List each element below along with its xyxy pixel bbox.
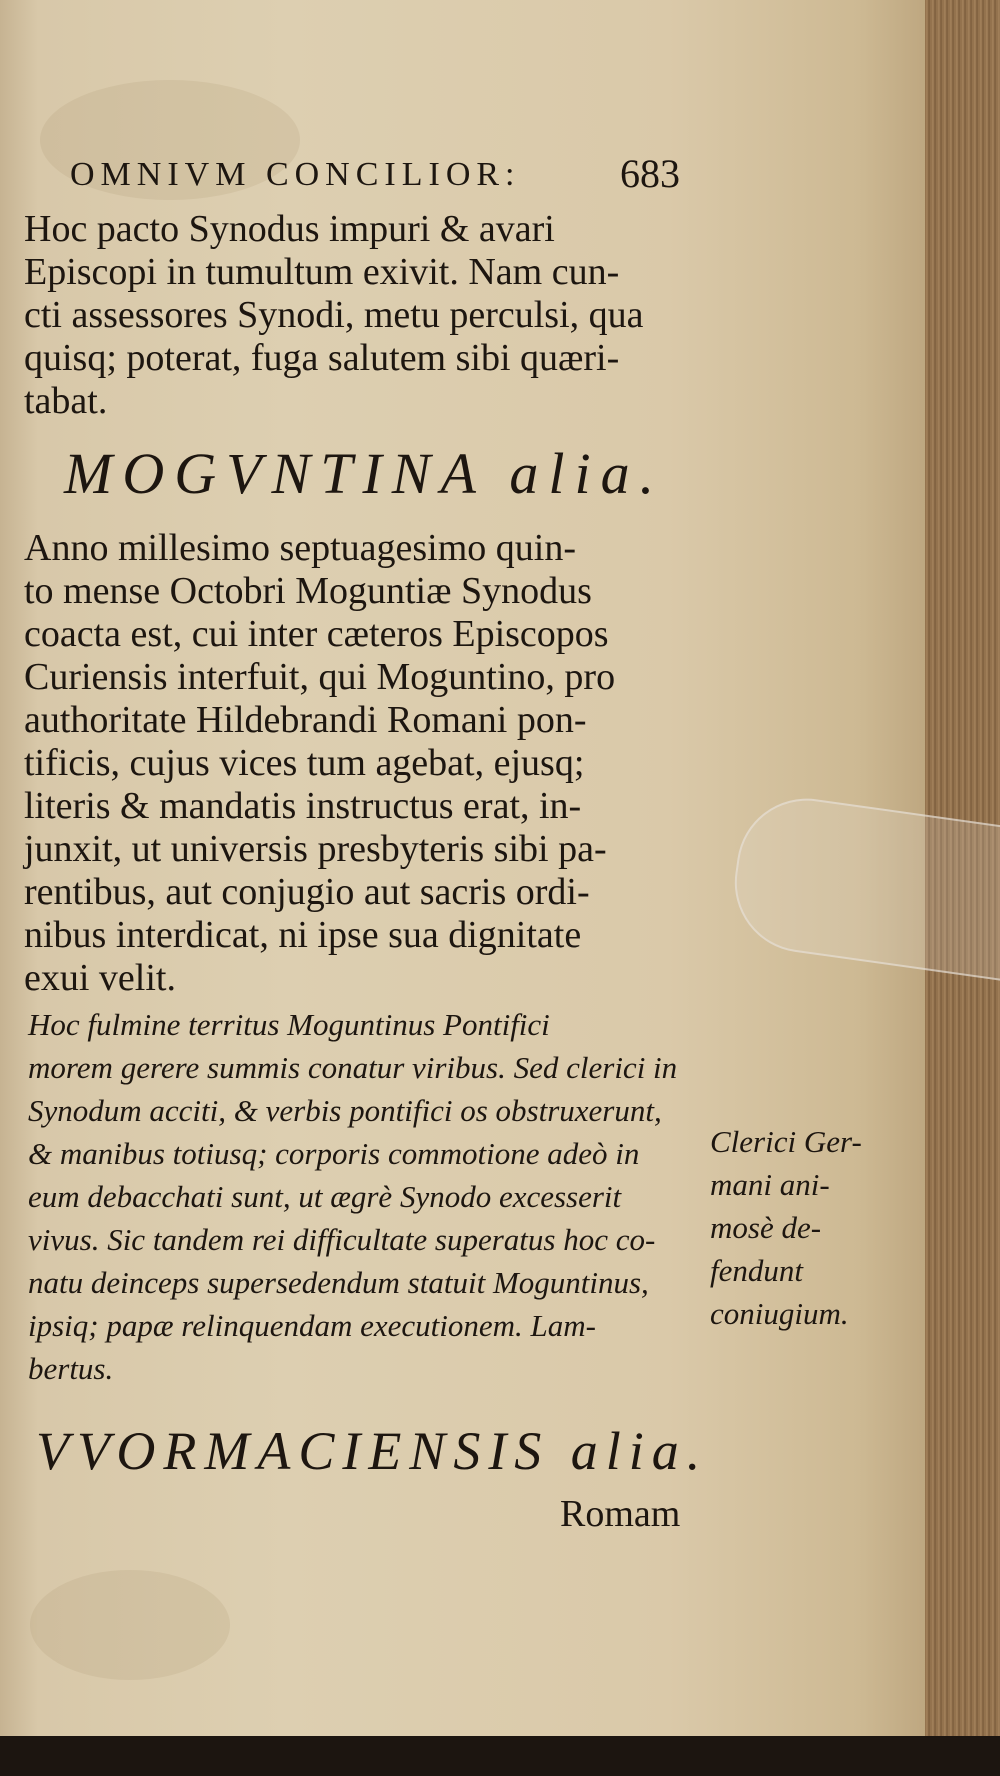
page-number: 683 <box>620 151 680 196</box>
paragraph-synod-tumult: Hoc pacto Synodus impuri & avari Episcopi in tumultum exivit. Nam cun- cti assessores Synodi, metu perculsi, qua quisq; poterat, fuga salutem sibi quæri- tabat. <box>24 208 644 422</box>
marginal-note: Clerici Ger- mani ani- mosè de- fendunt coniugium. <box>710 1124 862 1331</box>
section-heading-wormaciensis: VVORMACIENSIS alia. <box>36 1421 709 1481</box>
page-bottom-shadow <box>0 1736 1000 1776</box>
section-heading-moguntina: MOGVNTINA alia. <box>64 441 665 506</box>
italic-quotation-lambertus: Hoc fulmine territus Moguntinus Pontifici morem gerere summis conatur viribus. Sed clerici in Synodum acciti, & verbis pontifici os obstruxerunt, & manibus totiusq; corporis commotione adeò in eum debacchati sunt, ut ægrè Synodo excesserit vivus. Sic tandem rei difficultate superatus hoc co- natu deinceps supersedendum statuit Moguntinus, ipsiq; papæ relinquendam executionem. Lam- bertus. <box>28 1007 678 1386</box>
catchword: Romam <box>560 1493 681 1535</box>
paragraph-moguntia-1075: Anno millesimo septuagesimo quin- to mense Octobri Moguntiæ Synodus coacta est, cui inter cæteros Episcopos Curiensis interfuit, qui Moguntino, pro authoritate Hildebrandi Romani pon- tificis, cujus vices tum agebat, ejusq; literis & mandatis instructus erat, in- junxit, ut universis presbyteris sibi pa- rentibus, aut conjugio aut sacris ordi- nibus interdicat, ni ipse sua dignitate exui velit. <box>24 527 616 999</box>
paper-stain <box>30 1570 230 1680</box>
running-head: OMNIVM CONCILIOR: <box>70 156 521 193</box>
